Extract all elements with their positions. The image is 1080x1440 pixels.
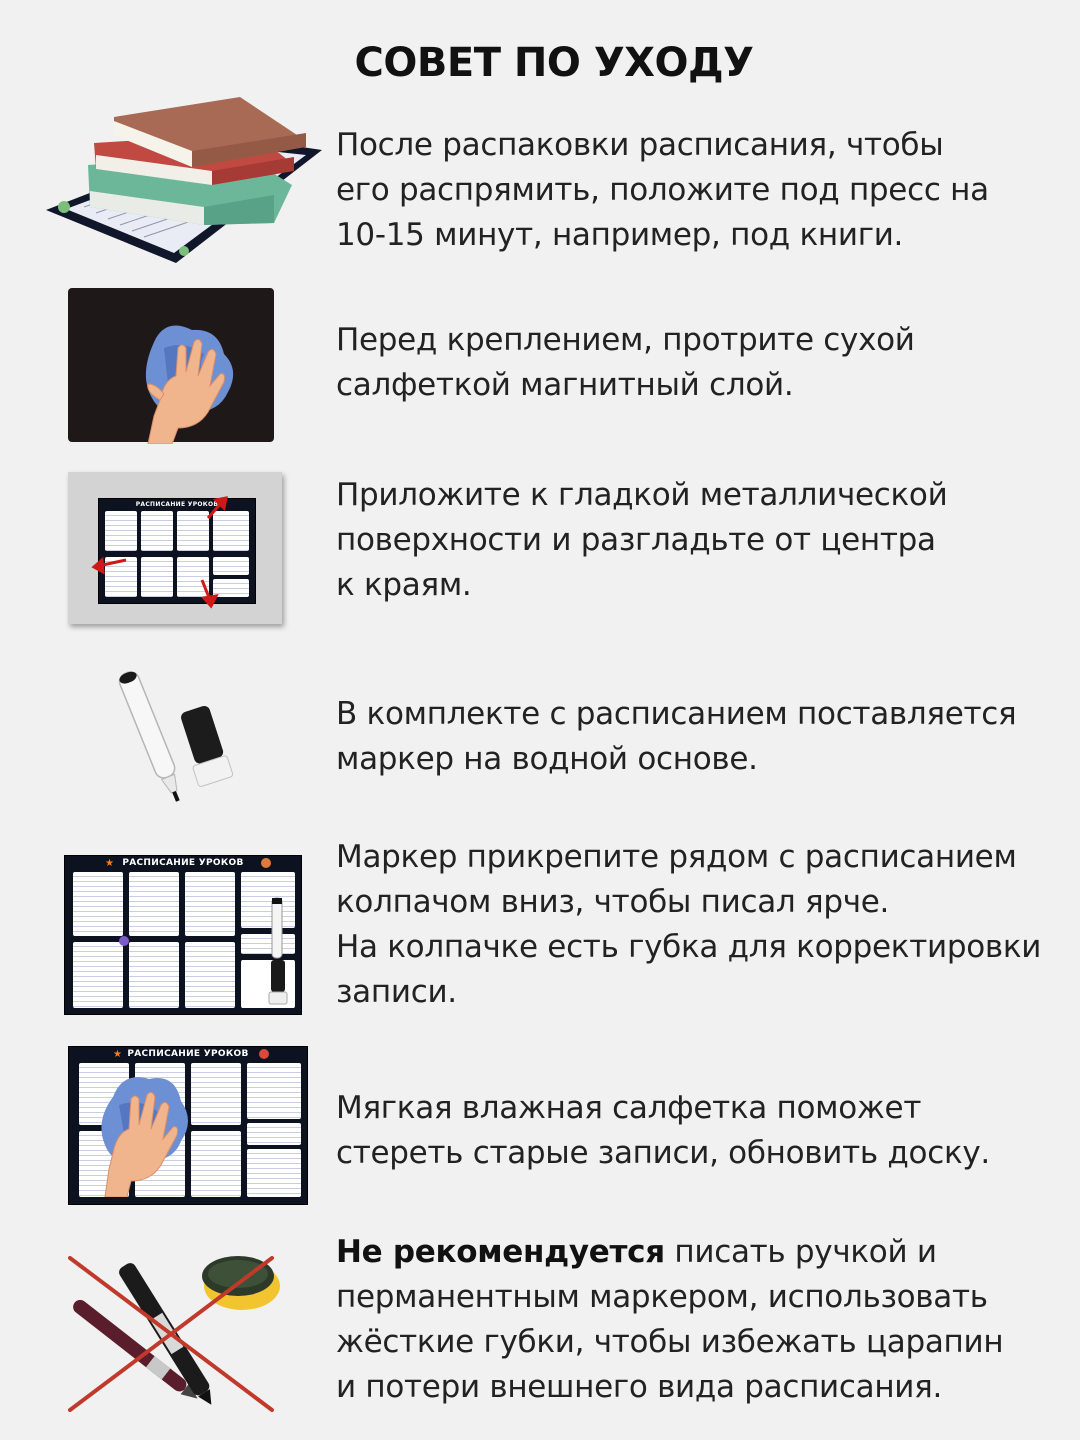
marker-icon xyxy=(112,662,242,812)
crossed-tools-icon xyxy=(66,1254,286,1414)
board-smoothing-icon xyxy=(68,472,282,624)
tip-2-text: Перед креплением, протрите сухой салфеткой магнитный слой. xyxy=(336,322,915,403)
tip-1-text: После распаковки расписания, чтобы его распрямить, положите под пресс на 10-15 минут, например, под книги. xyxy=(336,127,989,253)
board-with-marker-icon: РАСПИСАНИЕ УРОКОВ ★ xyxy=(64,855,302,1015)
tip-4-text: В комплекте с расписанием поставляется маркер на водной основе. xyxy=(336,696,1017,777)
warning-label: Не рекомендуется xyxy=(336,1234,665,1270)
board-title: РАСПИСАНИЕ УРОКОВ xyxy=(127,1049,249,1059)
tip-6-text: Мягкая влажная салфетка поможет стереть старые записи, обновить доску. xyxy=(336,1090,990,1171)
hand-wipe-magnet-icon xyxy=(68,288,276,444)
tip-5-text: Маркер прикрепите рядом с расписанием колпачом вниз, чтобы писал ярче. На колпачке есть губка для корректировки записи. xyxy=(336,839,1042,1010)
books-press-icon xyxy=(44,95,324,265)
page-title: СОВЕТ ПО УХОДУ xyxy=(354,40,754,86)
tip-3-text: Приложите к гладкой металлической поверхности и разгладьте от центра к краям. xyxy=(336,477,948,603)
board-title: РАСПИСАНИЕ УРОКОВ xyxy=(135,501,219,508)
wet-wipe-board-icon: РАСПИСАНИЕ УРОКОВ ★ xyxy=(68,1046,308,1205)
board-title: РАСПИСАНИЕ УРОКОВ xyxy=(122,858,244,868)
tip-7-text: Не рекомендуется писать ручкой и перманентным маркером, использовать жёсткие губки, чтобы избежать царапин и потери внешнего вида расписания. xyxy=(336,1234,1004,1405)
